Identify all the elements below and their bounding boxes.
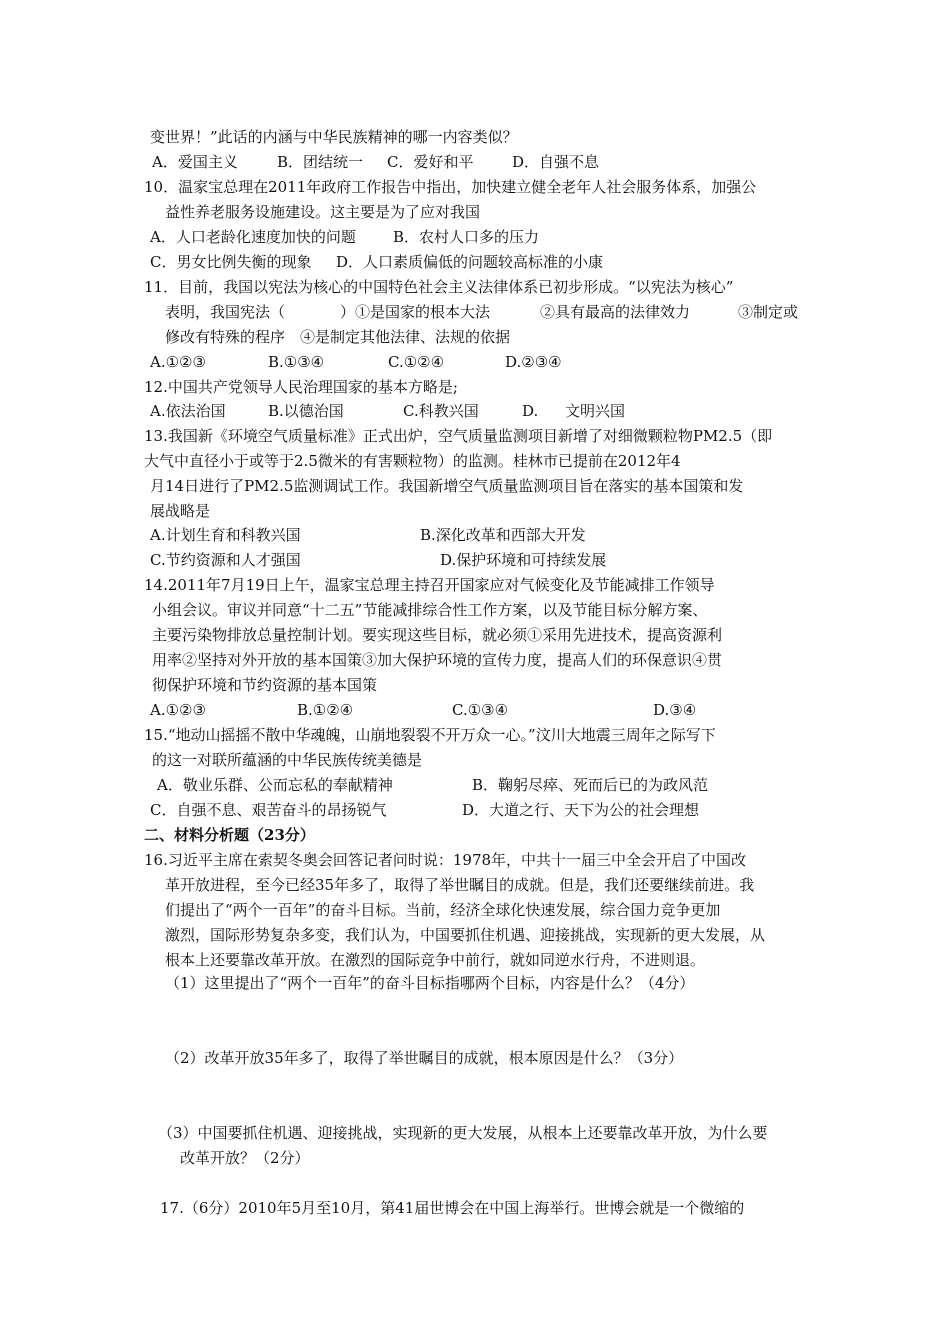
q16-sub-3-line-1: （3）中国要抓住机遇、迎接挑战，实现新的更大发展，从根本上还要靠改革开放，为什么要 xyxy=(158,1124,768,1142)
q13-option-d: D.保护环境和可持续发展 xyxy=(440,551,607,569)
q10-option-a: A．人口老龄化速度加快的问题 xyxy=(150,228,356,246)
q11-line-2-item3: ③制定或 xyxy=(738,303,799,321)
q11-option-b: B.①③④ xyxy=(268,353,325,371)
q12-option-d-letter: D. xyxy=(522,402,539,420)
q10-option-b: B．农村人口多的压力 xyxy=(393,228,540,246)
q9-option-d: D．自强不息 xyxy=(512,153,600,171)
q15-line-2: 的这一对联所蕴涵的中华民族传统美德是 xyxy=(152,751,423,769)
q16-sub-1: （1）这里提出了“两个一百年”的奋斗目标指哪两个目标，内容是什么？（4分） xyxy=(165,974,695,992)
q15-option-a: A．敬业乐群、公而忘私的奉献精神 xyxy=(157,776,393,794)
q13-option-a: A.计划生育和科教兴国 xyxy=(150,526,301,544)
q16-line-5: 根本上还要靠改革开放。在激烈的国际竞争中前行，就如同逆水行舟，不进则退。 xyxy=(165,951,706,969)
q13-option-c: C.节约资源和人才强国 xyxy=(150,551,301,569)
q9-continuation: 变世界！”此话的内涵与中华民族精神的哪一内容类似？ xyxy=(150,128,518,146)
q10-option-d: D．人口素质偏低的问题较高标准的小康 xyxy=(336,253,604,271)
q15-line-1: 15.“地动山摇摇不散中华魂魄，山崩地裂裂不开万众一心。”汶川大地震三周年之际写下 xyxy=(144,726,716,744)
q9-option-c: C．爱好和平 xyxy=(387,153,474,171)
q12-option-d-text: 文明兴国 xyxy=(565,402,626,420)
q16-line-2: 革开放进程，至今已经35年多了，取得了举世瞩目的成就。但是，我们还要继续前进。我 xyxy=(165,876,755,894)
q11-line-2-stem: 表明，我国宪法（ xyxy=(165,303,286,321)
q13-option-b: B.深化改革和西部大开发 xyxy=(420,526,586,544)
q10-line-1: 10．温家宝总理在2011年政府工作报告中指出，加快建立健全老年人社会服务体系，加强公 xyxy=(144,178,757,196)
q11-option-d: D.②③④ xyxy=(505,353,562,371)
q9-option-a: A．爱国主义 xyxy=(152,153,238,171)
q10-option-c: C．男女比例失衡的现象 xyxy=(150,253,312,271)
q13-line-4: 展战略是 xyxy=(150,502,211,520)
q11-option-a: A.①②③ xyxy=(150,353,206,371)
q11-line-3: 修改有特殊的程序 ④是制定其他法律、法规的依据 xyxy=(165,328,511,346)
q16-sub-2: （2）改革开放35年多了，取得了举世瞩目的成就，根本原因是什么？（3分） xyxy=(165,1049,684,1067)
q12-line-1: 12.中国共产党领导人民治理国家的基本方略是; xyxy=(144,378,458,396)
q14-line-3: 主要污染物排放总量控制计划。要实现这些目标，就必须①采用先进技术，提高资源利 xyxy=(152,626,723,644)
q14-line-2: 小组会议。审议并同意“十二五”节能减排综合性工作方案，以及节能目标分解方案、 xyxy=(152,601,708,619)
q9-option-b: B．团结统一 xyxy=(277,153,364,171)
q16-line-4: 激烈，国际形势复杂多变，我们认为，中国要抓住机遇、迎接挑战，实现新的更大发展，从 xyxy=(165,926,766,944)
q15-option-d: D．大道之行、天下为公的社会理想 xyxy=(462,801,700,819)
q14-option-b: B.①②④ xyxy=(297,701,354,719)
q13-line-1: 13.我国新《环境空气质量标准》正式出炉，空气质量监测项目新增了对细微颗粒物PM2.5（即 xyxy=(144,427,773,445)
q16-line-1: 16.习近平主席在索契冬奥会回答记者问时说：1978年，中共十一届三中全会开启了中国改 xyxy=(144,851,747,869)
q14-line-1: 14.2011年7月19日上午，温家宝总理主持召开国家应对气候变化及节能减排工作领导 xyxy=(144,576,715,594)
q12-option-c: C.科教兴国 xyxy=(403,402,479,420)
q11-option-c: C.①②④ xyxy=(388,353,445,371)
section-heading: 二、材料分析题（23分） xyxy=(144,826,315,844)
q14-option-c: C.①③④ xyxy=(452,701,509,719)
q11-line-1: 11．目前，我国以宪法为核心的中国特色社会主义法律体系已初步形成。“以宪法为核心” xyxy=(144,278,734,296)
q17-line-1: 17.（6分）2010年5月至10月，第41届世博会在中国上海举行。世博会就是一个微缩的 xyxy=(160,1199,745,1217)
q16-line-3: 们提出了“两个一百年”的奋斗目标。当前，经济全球化快速发展，综合国力竞争更加 xyxy=(165,901,721,919)
q15-option-c: C．自强不息、艰苦奋斗的昂扬锐气 xyxy=(150,801,387,819)
q12-option-a: A.依法治国 xyxy=(150,402,226,420)
q12-option-b: B.以德治国 xyxy=(268,402,344,420)
q15-option-b: B．鞠躬尽瘁、死而后已的为政风范 xyxy=(472,776,709,794)
q10-line-2: 益性养老服务设施建设。这主要是为了应对我国 xyxy=(165,203,481,221)
q13-line-3: 月14日进行了PM2.5监测调试工作。我国新增空气质量监测项目旨在落实的基本国策和发 xyxy=(150,477,744,495)
q11-line-2-item2: ②具有最高的法律效力 xyxy=(540,303,691,321)
q11-line-2-item1: ）①是国家的根本大法 xyxy=(340,303,491,321)
q14-option-a: A.①②③ xyxy=(150,701,206,719)
q14-line-4: 用率②坚持对外开放的基本国策③加大保护环境的宣传力度，提高人们的环保意识④贯 xyxy=(152,651,723,669)
q16-sub-3-line-2: 改革开放？（2分） xyxy=(180,1149,310,1167)
q13-line-2: 大气中直径小于或等于2.5微米的有害颗粒物）的监测。桂林市已提前在2012年4 xyxy=(144,452,681,470)
q14-option-d: D.③④ xyxy=(653,701,697,719)
q14-line-5: 彻保护环境和节约资源的基本国策 xyxy=(152,676,378,694)
